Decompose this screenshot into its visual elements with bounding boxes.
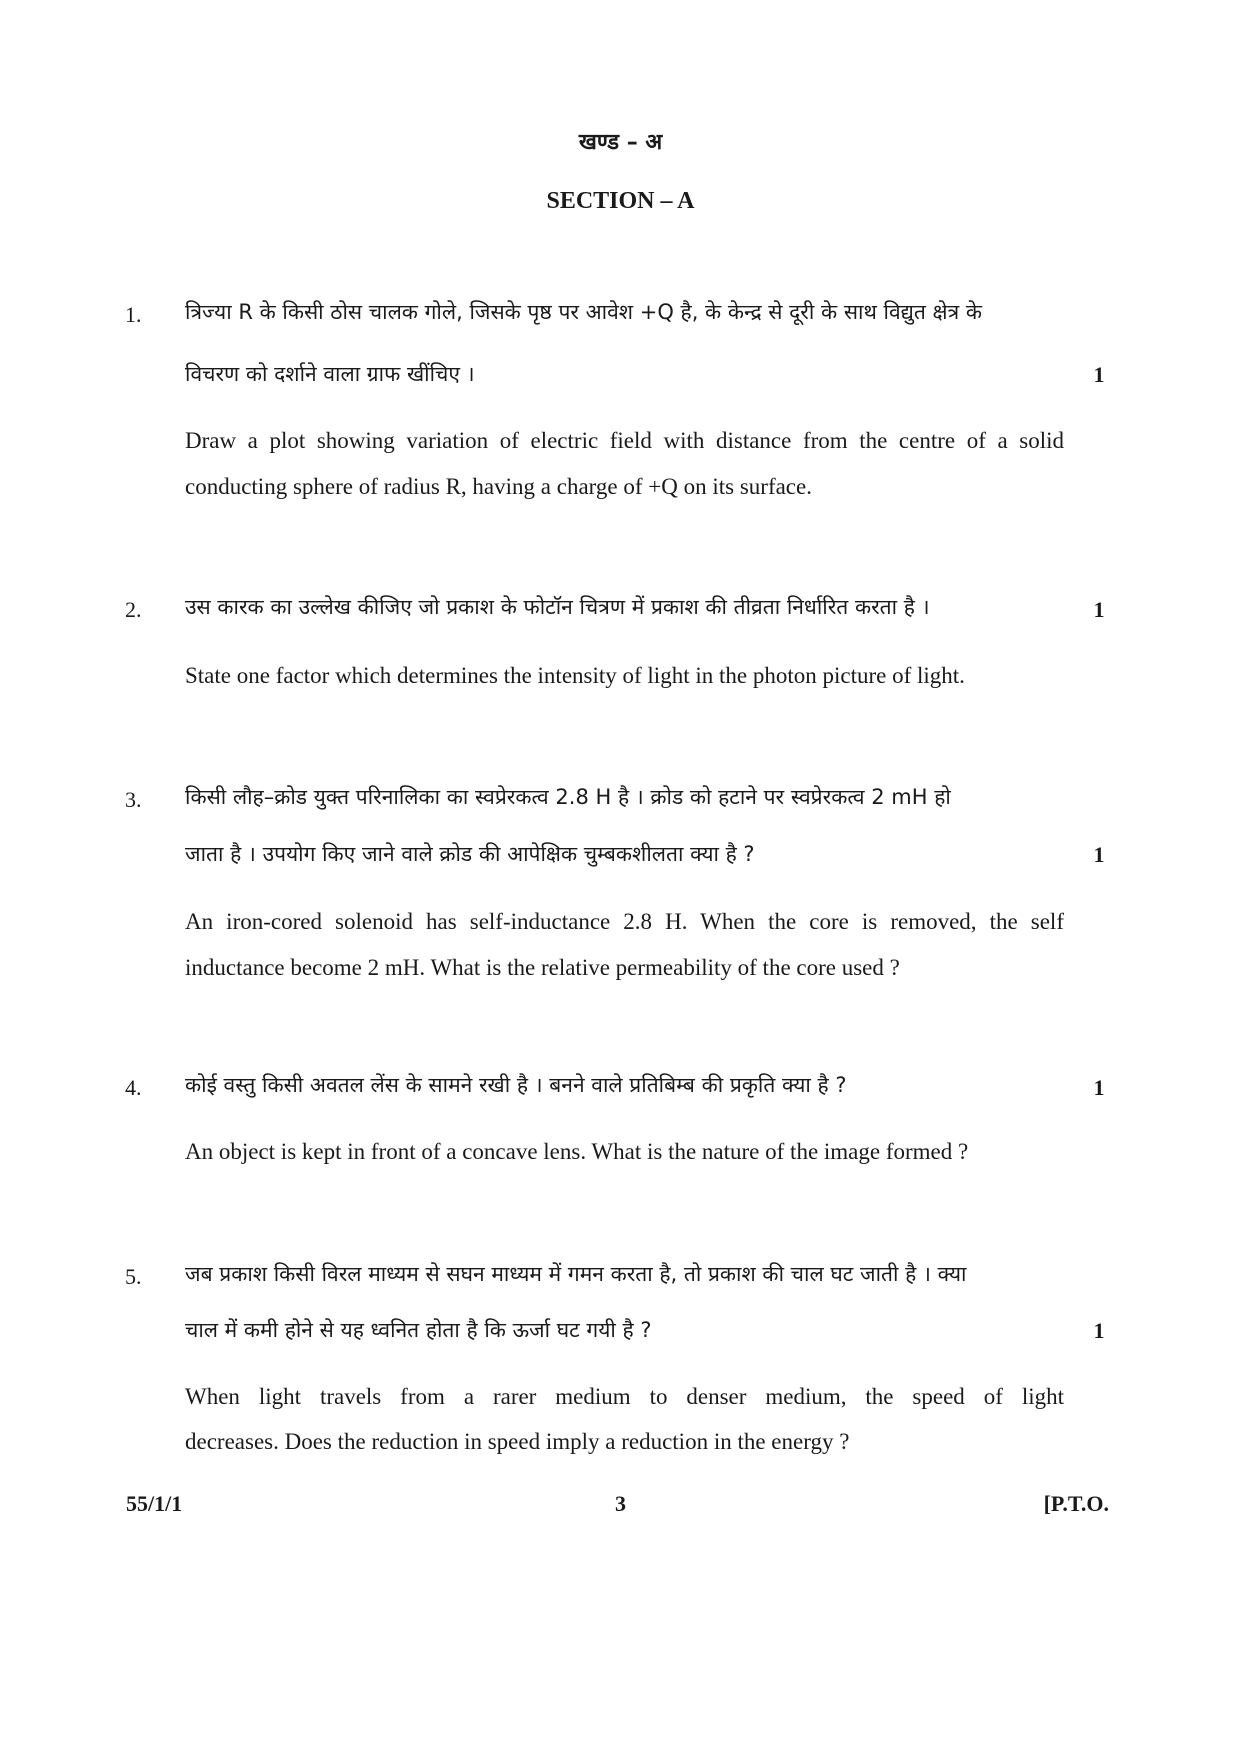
- question-number: 1.: [125, 302, 142, 327]
- question-text-hindi: जब प्रकाश किसी विरल माध्यम से सघन माध्यम में गमन करता है, तो प्रकाश की चाल घट जाती है । क्या: [185, 1262, 967, 1286]
- question-text-hindi: विचरण को दर्शाने वाला ग्राफ खींचिए ।: [185, 362, 475, 386]
- paper-code: 55/1/1: [126, 1491, 183, 1516]
- question-marks: 1: [1093, 1075, 1105, 1100]
- question-marks: 1: [1093, 842, 1105, 867]
- question-text-hindi: त्रिज्या R के किसी ठोस चालक गोले, जिसके पृष्ठ पर आवेश +Q है, के केन्द्र से दूरी के साथ विद्युत क्षेत्र के: [185, 300, 982, 324]
- question-marks: 1: [1093, 597, 1105, 622]
- question-text-hindi: जाता है । उपयोग किए जाने वाले क्रोड की आपेक्षिक चुम्बकशीलता क्या है ?: [185, 842, 755, 866]
- section-title-hindi: खण्ड – अ: [578, 130, 663, 155]
- question-number: 5.: [125, 1264, 142, 1289]
- question-number: 2.: [125, 597, 142, 622]
- question-text-english: An iron-cored solenoid has self-inductance 2.8 H. When the core is removed, the self: [185, 909, 1064, 934]
- question-text-english: decreases. Does the reduction in speed imply a reduction in the energy ?: [185, 1429, 850, 1454]
- question-text-english: inductance become 2 mH. What is the relative permeability of the core used ?: [185, 955, 900, 980]
- question-text-hindi: कोई वस्तु किसी अवतल लेंस के सामने रखी है । बनने वाले प्रतिबिम्ब की प्रकृति क्या है ?: [185, 1073, 847, 1097]
- please-turn-over: [P.T.O.: [1043, 1491, 1109, 1516]
- question-text-english: When light travels from a rarer medium to denser medium, the speed of light: [185, 1384, 1064, 1409]
- question-text-english: conducting sphere of radius R, having a charge of +Q on its surface.: [185, 474, 812, 499]
- question-text-english: State one factor which determines the intensity of light in the photon picture of light.: [185, 663, 965, 688]
- question-number: 3.: [125, 787, 142, 812]
- page-number: 3: [615, 1491, 626, 1516]
- question-text-hindi: किसी लौह–क्रोड युक्त परिनालिका का स्वप्रेरकत्व 2.8 H है । क्रोड को हटाने पर स्वप्रेरकत्व 2 mH हो: [185, 785, 951, 809]
- question-number: 4.: [125, 1075, 142, 1100]
- question-text-hindi: चाल में कमी होने से यह ध्वनित होता है कि ऊर्जा घट गयी है ?: [185, 1318, 652, 1342]
- question-marks: 1: [1093, 362, 1105, 387]
- question-marks: 1: [1093, 1318, 1105, 1343]
- question-text-english: Draw a plot showing variation of electric field with distance from the centre of a solid: [185, 428, 1064, 453]
- question-text-hindi: उस कारक का उल्लेख कीजिए जो प्रकाश के फोटॉन चित्रण में प्रकाश की तीव्रता निर्धारित करता है ।: [185, 595, 930, 619]
- section-title-english: SECTION – A: [546, 188, 695, 214]
- question-text-english: An object is kept in front of a concave lens. What is the nature of the image formed ?: [185, 1139, 969, 1164]
